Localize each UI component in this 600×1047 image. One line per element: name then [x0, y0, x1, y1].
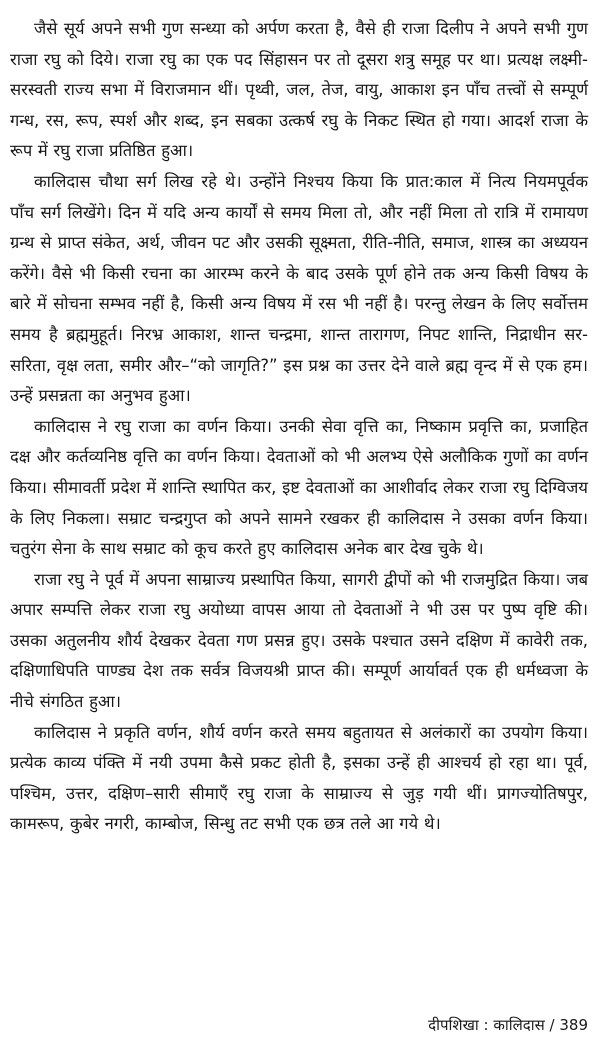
book-page — [10, 14, 588, 1034]
paragraph-2: कालिदास चौथा सर्ग लिख रहे थे। उन्होंने निश्चय किया कि प्रात:काल में नित्य नियमपूर्वक पाँच सर्ग लिखेंगे। दिन में यदि अन्य कार्यों से समय मिला तो, और नहीं मिला तो रात्रि में रामायण ग्रन्थ से प्राप्त संकेत, अर्थ, जीवन पट और उसकी सूक्ष्मता, रीति-नीति, समाज, शास्त्र का अध्ययन करेंगे। वैसे भी किसी रचना का आरम्भ करने के बाद उसके पूर्ण होने तक अन्य किसी विषय के बारे में सोचना सम्भव नहीं है, किसी अन्य विषय में रस भी नहीं है। परन्तु लेखन के लिए सर्वोत्तम समय है ब्रह्ममुहूर्त। निरभ्र आकाश, शान्त चन्द्रमा, शान्त तारागण, निपट शान्ति, निद्राधीन सर-सरिता, वृक्ष लता, समीर और–“को जागृति?” इस प्रश्न का उत्तर देने वाले ब्रह्म वृन्द में से एक हम। उन्हें प्रसन्नता का अनुभव हुआ। — [10, 171, 588, 406]
paragraph-1: जैसे सूर्य अपने सभी गुण सन्ध्या को अर्पण करता है, वैसे ही राजा दिलीप ने अपने सभी गुण राजा रघु को दिये। राजा रघु का एक पद सिंहासन पर तो दूसरा शत्रु समूह पर था। प्रत्यक्ष लक्ष्मी-सरस्वती राज्य सभा में विराजमान थीं। पृथ्वी, जल, तेज, वायु, आकाश इन पाँच तत्त्वों से सम्पूर्ण गन्ध, रस, रूप, स्पर्श और शब्द, इन सबका उत्कर्ष रघु के निकट स्थित हो गया। आदर्श राजा के रूप में रघु राजा प्रतिष्ठित हुआ। — [10, 19, 588, 161]
paragraph-5: कालिदास ने प्रकृति वर्णन, शौर्य वर्णन करते समय बहुतायत से अलंकारों का उपयोग किया। प्रत्येक काव्य पंक्ति में नयी उपमा कैसे प्रकट होती है, इसका उन्हें ही आश्चर्य हो रहा था। पूर्व, पश्चिम, उत्तर, दक्षिण–सारी सीमाएँ रघु राजा के साम्राज्य से जुड़ गयी थीं। प्रागज्योतिषपुर, कामरूप, कुबेर नगरी, काम्बोज, सिन्धु तट सभी एक छत्र तले आ गये थे। — [10, 722, 588, 834]
paragraph-4: राजा रघु ने पूर्व में अपना साम्राज्य प्रस्थापित किया, सागरी द्वीपों को भी राजमुद्रित किया। जब अपार सम्पत्ति लेकर राजा रघु अयोध्या वापस आया तो देवताओं ने भी उस पर पुष्प वृष्टि की। उसका अतुलनीय शौर्य देखकर देवता गण प्रसन्न हुए। उसके पश्चात उसने दक्षिण में कावेरी तक, दक्षिणाधिपति पाण्ड्य देश तक सर्वत्र विजयश्री प्राप्त की। सम्पूर्ण आर्यावर्त एक ही धर्मध्वजा के नीचे संगठित हुआ। — [10, 569, 588, 712]
paragraph-3: कालिदास ने रघु राजा का वर्णन किया। उनकी सेवा वृत्ति का, निष्काम प्रवृत्ति का, प्रजाहित दक्ष और कर्तव्यनिष्ठ वृत्ति का वर्णन किया। देवताओं को भी अलभ्य ऐसे अलौकिक गुणों का वर्णन किया। सीमावर्ती प्रदेश में शान्ति स्थापित कर, इष्ट देवताओं का आशीर्वाद लेकर राजा रघु दिग्विजय के लिए निकला। सम्राट चन्द्रगुप्त को अपने सामने रखकर ही कालिदास ने उसका वर्णन किया। चतुरंग सेना के साथ सम्राट को कूच करते हुए कालिदास अनेक बार देख चुके थे। — [10, 416, 588, 559]
page-footer-folio: दीपशिखा : कालिदास / 389 — [428, 1016, 588, 1034]
